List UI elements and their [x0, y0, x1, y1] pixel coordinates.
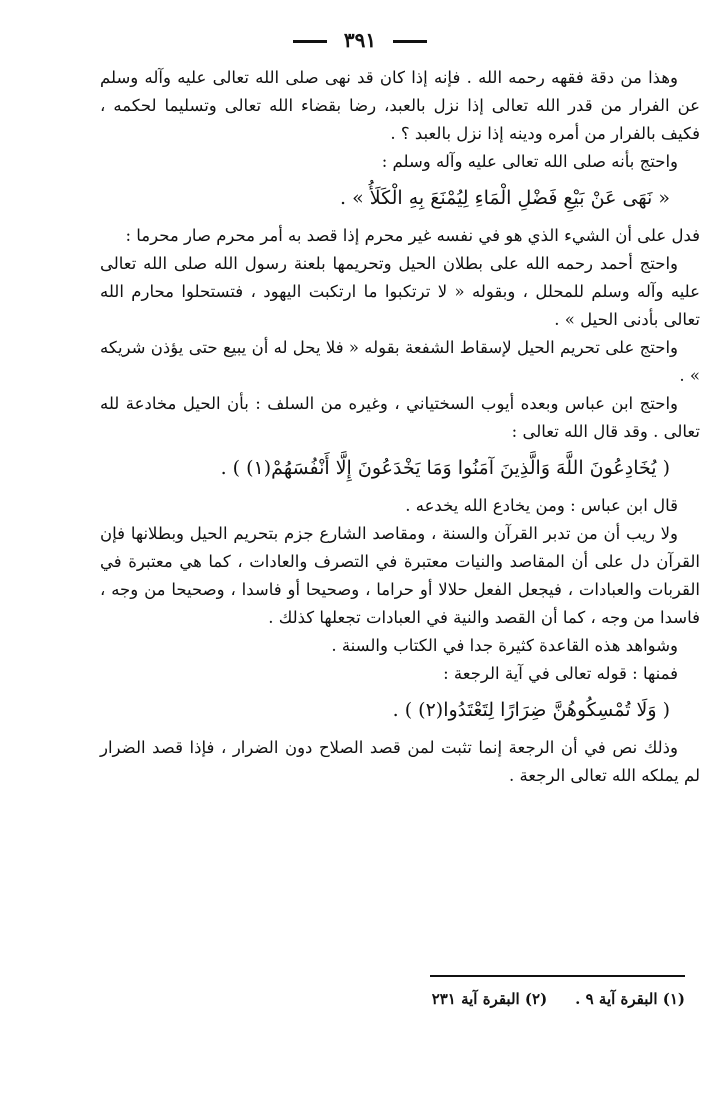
paragraph-ibn-abbas-argument: واحتج ابن عباس وبعده أيوب السختياني ، وغيره من السلف : بأن الحيل مخادعة لله تعالى . وقد قال الله تعالى :	[100, 394, 700, 441]
page-number: ٣٩١	[343, 28, 377, 52]
paragraph-intentions: ولا ريب أن من تدبر القرآن والسنة ، ومقاصد الشارع جزم بتحريم الحيل وبطلانها فإن القرآن دل على أن المقاصد والنيات معتبرة في التصرف والعادات ، كما هي معتبرة في القربات والعبادات ، فيجعل الفعل حلالا أو حراما ، وصحيحا أو فاسدا ، وصحيحا من وجه ، فاسدا من وجه ، كما أن القصد والنية في العبادات تجعلها كذلك .	[100, 524, 700, 627]
quran-quote-raja: ( وَلَا تُمْسِكُوهُنَّ ضِرَارًا لِتَعْتَدُوا(٢) ) .	[392, 699, 670, 721]
paragraph-argument-water: واحتج بأنه صلى الله تعالى عليه وآله وسلم :	[381, 152, 678, 171]
paragraph-ahmad-argument: واحتج أحمد رحمه الله على بطلان الحيل وتحريمها بلعنة رسول الله صلى الله تعالى عليه وآله وسلم للمحلل ، وبقوله « لا ترتكبوا ما ارتكبت اليهود ، فتستحلوا محارم الله تعالى بأدنى الحيل » .	[100, 254, 700, 329]
paragraph-ibn-abbas-saying: قال ابن عباس : ومن يخادع الله يخدعه .	[405, 496, 678, 515]
paragraph-raja-verse-intro: فمنها : قوله تعالى في آية الرجعة :	[443, 664, 678, 683]
header-dash-right	[393, 40, 427, 43]
page-header	[0, 28, 720, 52]
footnotes	[360, 990, 685, 1008]
paragraph-fiqh-insight: وهذا من دقة فقهه رحمه الله . فإنه إذا كان قد نهى صلى الله تعالى عليه وآله وسلم عن الفرار من قدر الله تعالى إذا نزل بالعبد، رضا بقضاء الله تعالى وتسليما لحكمه ، فكيف بالفرار من أمره ودينه إذا نزل بالعبد ؟ .	[100, 68, 700, 143]
paragraph-shufa-argument: واحتج على تحريم الحيل لإسقاط الشفعة بقوله « فلا يحل له أن يبيع حتى يؤذن شريكه » .	[100, 338, 700, 385]
footnote-2: (٢) البقرة آية ٢٣١	[431, 990, 548, 1008]
header-dash-left	[293, 40, 327, 43]
paragraph-inference: فدل على أن الشيء الذي هو في نفسه غير محرم إذا قصد به أمر محرم صار محرما :	[125, 226, 700, 245]
paragraph-evidence: وشواهد هذه القاعدة كثيرة جدا في الكتاب والسنة .	[331, 636, 678, 655]
hadith-quote-water: « نَهَى عَنْ بَيْعِ فَضْلِ الْمَاءِ لِيُمْنَعَ بِهِ الْكَلَأُ » .	[340, 187, 670, 209]
footnote-1: (١) البقرة آية ٩ .	[575, 990, 685, 1008]
quran-quote-deception: ( يُخَادِعُونَ اللَّهَ وَالَّذِينَ آمَنُوا وَمَا يَخْدَعُونَ إِلَّا أَنْفُسَهُمْ(١) ) .	[220, 457, 670, 479]
body-text	[100, 64, 700, 790]
footnote-divider	[430, 975, 685, 977]
paragraph-raja-conclusion: وذلك نص في أن الرجعة إنما تثبت لمن قصد الصلاح دون الضرار ، فإذا قصد الضرار لم يملكه الله تعالى الرجعة .	[100, 738, 700, 785]
